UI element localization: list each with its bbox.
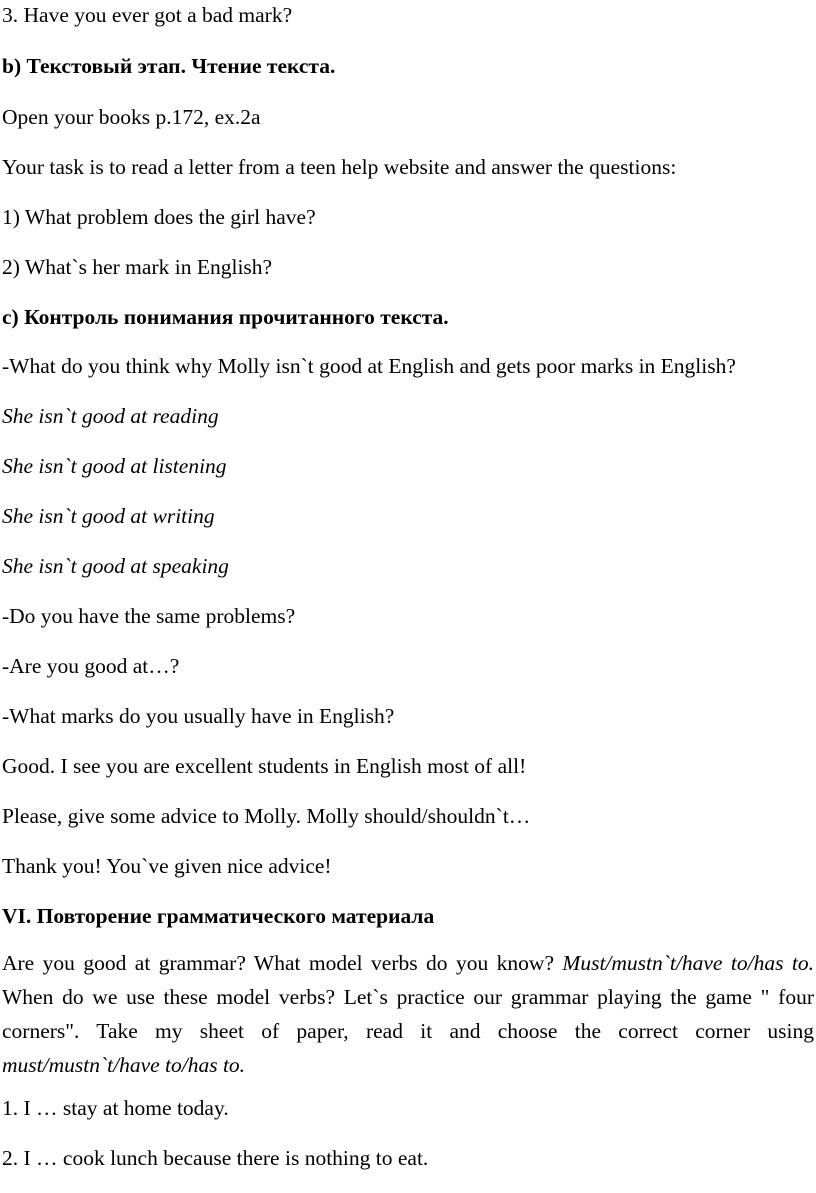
good-at-question: -Are you good at…? xyxy=(2,654,180,678)
task-instruction: Your task is to read a letter from a teen help website and answer the questions: xyxy=(2,155,677,179)
section-b-heading: b) Текстовый этап. Чтение текста. xyxy=(2,54,336,78)
answer-listening: She isn`t good at listening xyxy=(2,454,227,478)
answer-speaking: She isn`t good at speaking xyxy=(2,554,229,578)
grammar-paragraph xyxy=(2,946,814,1082)
answer-reading: She isn`t good at reading xyxy=(2,404,219,428)
advice-instruction: Please, give some advice to Molly. Molly should/shouldn`t… xyxy=(2,804,531,828)
same-problems-question: -Do you have the same problems? xyxy=(2,604,296,628)
exercise-1: 1. I … stay at home today. xyxy=(2,1096,229,1120)
answer-writing: She isn`t good at writing xyxy=(2,504,215,528)
question-3: 3. Have you ever got a bad mark? xyxy=(2,3,293,27)
what-marks-question: -What marks do you usually have in English? xyxy=(2,704,395,728)
grammar-modal-verbs-1: Must/mustn`t/have to/has to. xyxy=(562,951,814,975)
thank-you-statement: Thank you! You`ve given nice advice! xyxy=(2,854,332,878)
section-vi-heading: VI. Повторение грамматического материала xyxy=(2,904,435,928)
grammar-modal-verbs-2: must/mustn`t/have to/has to. xyxy=(2,1053,246,1077)
section-c-heading: c) Контроль понимания прочитанного текста. xyxy=(2,305,449,329)
why-molly-question: -What do you think why Molly isn`t good at English and gets poor marks in English? xyxy=(2,354,736,378)
question-1: 1) What problem does the girl have? xyxy=(2,205,316,229)
question-2: 2) What`s her mark in English? xyxy=(2,255,273,279)
grammar-text-1: Are you good at grammar? What model verbs do you know? xyxy=(2,951,563,975)
good-excellent-statement: Good. I see you are excellent students in English most of all! xyxy=(2,754,527,778)
grammar-text-2: When do we use these model verbs? Let`s practice our grammar playing the game " four corners". Take my sheet of paper, read it and choose the correct corner using xyxy=(2,985,814,1043)
exercise-2: 2. I … cook lunch because there is nothing to eat. xyxy=(2,1146,429,1170)
open-books-instruction: Open your books p.172, ex.2a xyxy=(2,105,261,129)
